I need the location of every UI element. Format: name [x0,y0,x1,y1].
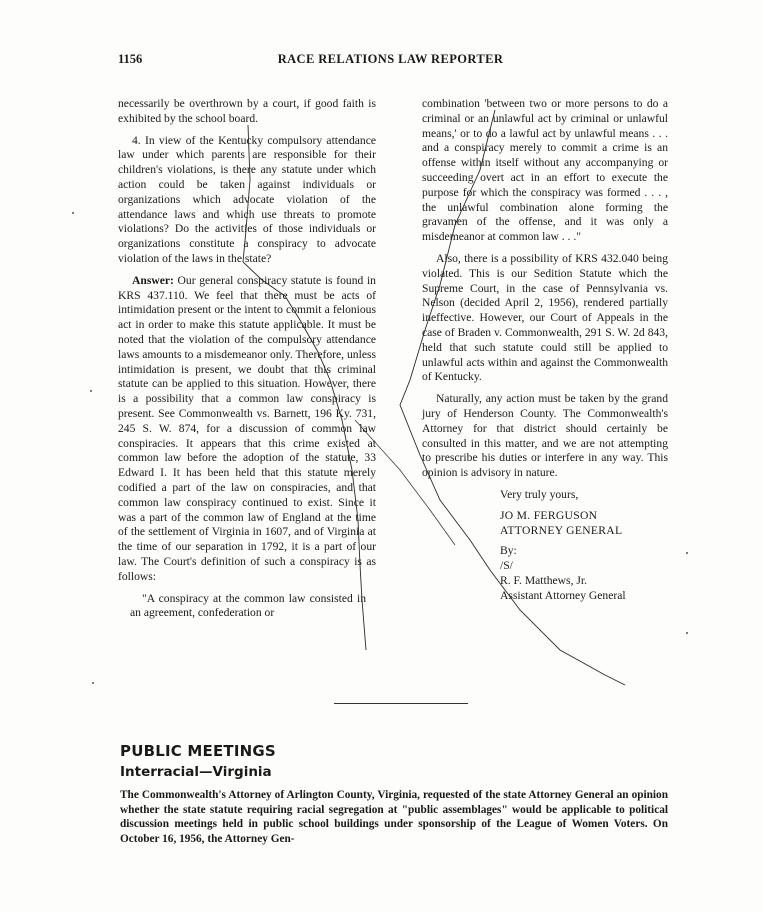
section-intro: The Commonwealth's Attorney of Arlington County, Virginia, requested of the state Attorney General an opinion whether the state statute requiring racial segregation at "public assemblages" would be applicable to political discussion meetings held in public school buildings under sponsorship of the League of Women Voters. On October 16, 1956, the Attorney Gen- [120,789,668,845]
court-quote: "A conspiracy at the common law consisted in an agreement, confederation or [130,591,366,620]
right-column [422,97,668,604]
section-title: PUBLIC MEETINGS [120,742,276,760]
closing: Very truly yours, [500,487,579,501]
margin-speck [686,552,688,554]
answer-text: Our general conspiracy statute is found in KRS 437.110. We feel that there must be acts of intimidation present or the intent to commit a felonious act in order to make this statute applicable. It must be noted that the violation of the compulsory attendance laws amounts to a misdemeanor only. Therefore, unless intimidation is present, we doubt that this criminal statute can be applied to this situation. However, there is a possibility that a common law conspiracy is present. See Commonwealth vs. Barnett, 196 Ky. 731, 245 S. W. 874, for a discussion of common law conspiracies. It appears that this crime existed at common law before the adoption of the statute, 33 Edward I. It has been held that this statute merely codified a part of the law on conspiracies, and that common law conspiracy continued to exist. Since it was a part of the common law of England at the time of the settlement of Virginia in 1607, and of Virginia at the time of our separation in 1792, it is a part of our law. The Court's definition of such a conspiracy is as follows: [118,273,376,583]
assistant-title: Assistant Attorney General [500,588,626,602]
page-number: 1156 [118,52,143,66]
margin-speck [90,390,92,392]
section-divider [334,703,468,704]
answer-paragraph [118,274,376,585]
left-paragraph-1: necessarily be overthrown by a court, if good faith is exhibited by the school board. [118,97,376,125]
signature-block [422,488,668,604]
page-header [118,52,663,70]
margin-speck [72,212,74,214]
by-line: By: [500,544,517,558]
running-head: RACE RELATIONS LAW REPORTER [277,52,504,66]
margin-speck [686,632,688,634]
left-column [118,97,376,621]
answer-label: Answer: [132,273,174,287]
signer-title: ATTORNEY GENERAL [500,523,623,537]
signer-name: JO M. FERGUSON [500,508,598,522]
section-subtitle: Interracial—Virginia [120,764,272,780]
quote-continuation: combination 'between two or more persons to do a criminal or an unlawful act by criminal or unlawful means,' or to do a lawful act by unlawful means . . . and a conspiracy merely to commit a crime is an offense within itself without any accompanying or succeeding overt act in an effort to execute the purpose for which the conspiracy was formed . . . , the unlawful combination alone forming the gravamen of the offense, and it was only a misdemeanor at common law . . ." [422,97,668,244]
question-4: 4. In view of the Kentucky compulsory attendance law under which parents are responsible for their children's violations, is there any statute under which action could be taken against individuals or organizations which advocate violation of the attendance laws and which use threats to promote violations? Do the activities of those individuals or organizations constitute a conspiracy to advocate violation of the laws in the state? [118,133,376,265]
assistant-name: R. F. Matthews, Jr. [500,573,587,587]
margin-speck [92,682,94,684]
sedition-paragraph: Also, there is a possibility of KRS 432.040 being violated. This is our Sedition Statute which the Supreme Court, in the case of Pennsylvania vs. Nelson (decided April 2, 1956), rendered partially ineffective. However, our Court of Appeals in the case of Braden v. Commonwealth, 291 S. W. 2d 843, held that such statute could still be applied to unlawful acts within and against the Commonwealth of Kentucky. [422,251,668,384]
grand-jury-paragraph: Naturally, any action must be taken by the grand jury of Henderson County. The Commonwealth's Attorney for that district should certainly be consulted in this matter, and we are not attempting to prescribe his duties or interfere in any way. This opinion is advisory in nature. [422,392,668,480]
signed-mark: /S/ [500,559,513,573]
